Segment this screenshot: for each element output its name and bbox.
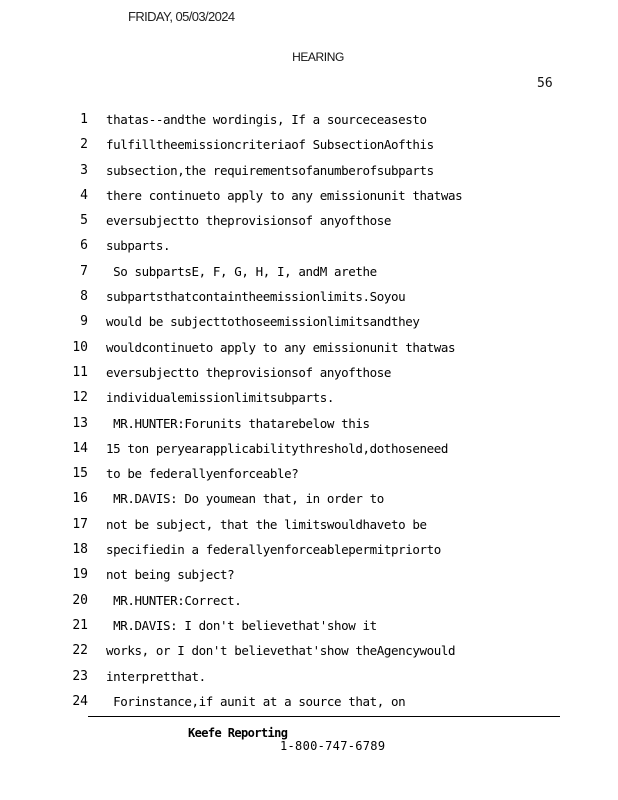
line-number: 4: [80, 187, 88, 203]
line-number: 14: [72, 440, 88, 456]
transcript-line: [0, 188, 618, 213]
line-text: fulfilltheemissioncriteriaof SubsectionAofthis: [106, 137, 434, 153]
line-number: 7: [80, 263, 88, 279]
transcript-line: [0, 213, 618, 238]
line-number: 9: [80, 314, 88, 330]
transcript-line: [0, 365, 618, 390]
header-date: FRIDAY, 05/03/2024: [128, 9, 235, 24]
footer-divider: [88, 716, 560, 717]
line-text: works, or I don't believethat'show theAgencywould: [106, 643, 456, 659]
transcript-line: [0, 441, 618, 466]
transcript-line: [0, 466, 618, 491]
line-number: 5: [80, 213, 88, 229]
transcript-line: [0, 491, 618, 516]
line-number: 17: [72, 516, 88, 532]
line-text: thatas--andthe wordingis, If a sourceceasesto: [106, 112, 427, 127]
line-text: MR.DAVIS: Do youmean that, in order to: [106, 491, 384, 507]
line-text: specifiedin a federallyenforceablepermitpriorto: [106, 542, 441, 558]
line-text: wouldcontinueto apply to any emissionunit thatwas: [106, 339, 456, 355]
line-number: 24: [72, 693, 88, 709]
line-text: MR.HUNTER:Correct.: [106, 592, 242, 608]
line-number: 8: [80, 289, 88, 305]
transcript-line: [0, 643, 618, 668]
transcript-line: [0, 289, 618, 314]
line-text: individualemissionlimitsubparts.: [106, 390, 335, 406]
line-number: 22: [72, 643, 88, 659]
transcript-line: [0, 567, 618, 592]
line-number: 15: [72, 466, 88, 482]
line-text: eversubjectto theprovisionsof anyofthose: [106, 213, 392, 229]
line-text: not being subject?: [106, 567, 235, 583]
transcript-line: [0, 163, 618, 188]
transcript-line: [0, 517, 618, 542]
transcript-line: [0, 112, 618, 137]
line-number: 6: [80, 238, 88, 254]
line-number: 10: [72, 339, 88, 355]
line-number: 13: [72, 415, 88, 431]
line-text: So subpartsE, F, G, H, I, andM arethe: [106, 263, 377, 279]
transcript-line: [0, 669, 618, 694]
line-number: 16: [72, 491, 88, 507]
footer-reporter: Keefe Reporting: [188, 726, 288, 740]
transcript-line: [0, 314, 618, 339]
transcript-line: [0, 137, 618, 162]
line-text: to be federallyenforceable?: [106, 466, 299, 482]
line-text: MR.DAVIS: I don't believethat'show it: [106, 617, 377, 633]
line-number: 20: [72, 592, 88, 608]
line-number: 12: [72, 390, 88, 406]
line-text: 15 ton peryearapplicabilitythreshold,dothoseneed: [106, 440, 449, 456]
line-number: 2: [80, 137, 88, 153]
line-number: 23: [72, 668, 88, 684]
line-number: 11: [72, 364, 88, 380]
line-text: subsection,the requirementsofanumberofsubparts: [106, 162, 434, 178]
line-number: 3: [80, 162, 88, 178]
transcript-line: [0, 542, 618, 567]
line-text: subparts.: [106, 238, 171, 254]
line-text: MR.HUNTER:Forunits thatarebelow this: [106, 415, 370, 431]
transcript-line: [0, 416, 618, 441]
transcript-body: [0, 112, 618, 719]
line-number: 1: [80, 112, 88, 127]
line-text: would be subjecttothoseemissionlimitsandthey: [106, 314, 420, 330]
line-number: 18: [72, 542, 88, 558]
transcript-line: [0, 618, 618, 643]
footer-phone: 1-800-747-6789: [280, 739, 386, 753]
line-text: there continueto apply to any emissionunit thatwas: [106, 187, 463, 203]
transcript-line: [0, 390, 618, 415]
line-text: Forinstance,if aunit at a source that, on: [106, 693, 406, 709]
line-text: not be subject, that the limitswouldhaveto be: [106, 516, 427, 532]
transcript-line: [0, 593, 618, 618]
transcript-line: [0, 340, 618, 365]
line-text: eversubjectto theprovisionsof anyofthose: [106, 364, 392, 380]
header-title: HEARING: [292, 50, 344, 64]
page-number: 56: [537, 76, 553, 91]
line-number: 19: [72, 567, 88, 583]
line-number: 21: [72, 617, 88, 633]
line-text: interpretthat.: [106, 668, 206, 684]
transcript-line: [0, 264, 618, 289]
transcript-line: [0, 238, 618, 263]
line-text: subpartsthatcontaintheemissionlimits.Soyou: [106, 289, 406, 305]
